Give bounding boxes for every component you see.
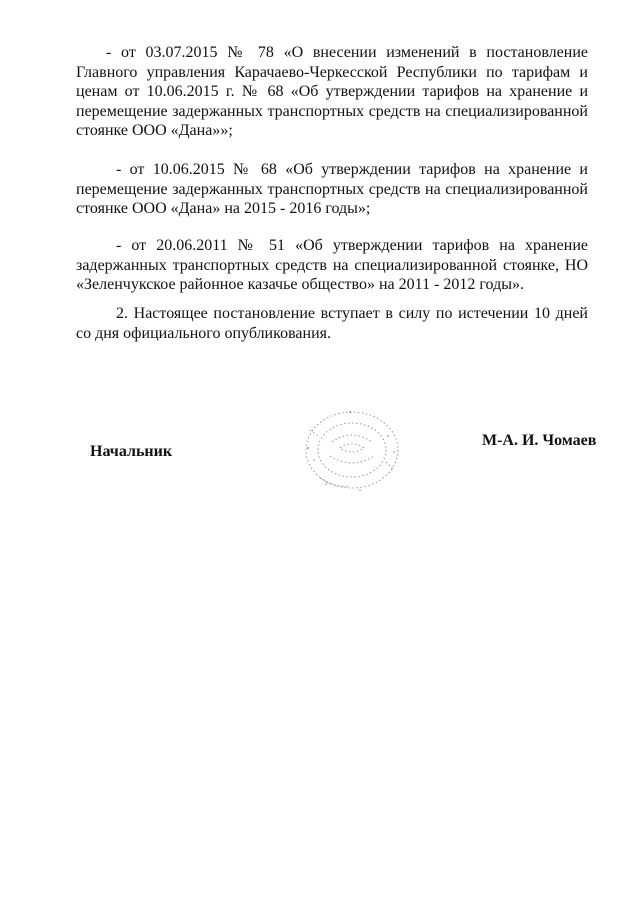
clause-2: 2. Настоящее постановление вступает в силу по истечении 10 дней со дня официального опубликования. [76, 305, 588, 342]
signatory-title: Начальник [90, 443, 173, 460]
item-order-78: - от 03.07.2015 № 78 «О внесении изменений в постановление Главного управления Карачаево-Черкесской Республики по тарифам и ценам от 10.06.2015 г. № 68 «Об утверждении тарифов на хранение и перемещение задержанных транспортных средств на специализированной стоянке ООО «Дана»»; [76, 44, 588, 139]
item-order-51: - от 20.06.2011 № 51 «Об утверждении тарифов на хранение задержанных транспортных средств на специализированной стоянке, НО «Зеленчукское районное казачье общество» на 2011 - 2012 годы». [76, 237, 588, 293]
seal-stamp-icon [290, 400, 410, 500]
item-order-68: - от 10.06.2015 № 68 «Об утверждении тарифов на хранение и перемещение задержанных транспортных средств на специализированной стоянке ООО «Дана» на 2015 - 2016 годы»; [76, 161, 588, 217]
signatory-name: М-А. И. Чомаев [482, 432, 597, 449]
